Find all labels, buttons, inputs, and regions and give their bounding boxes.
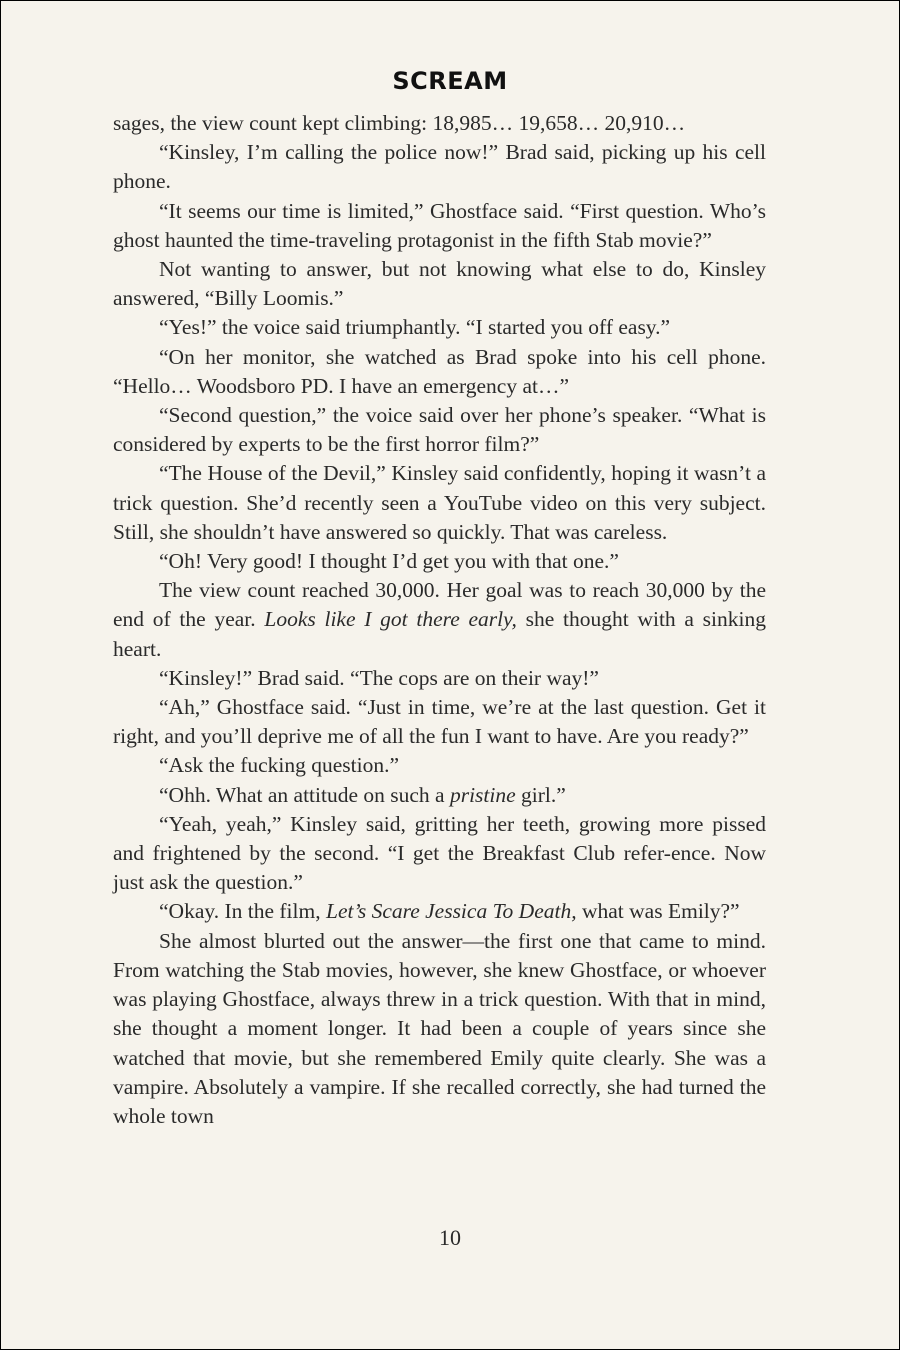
text-run: The view count reached 30,000. Her goal was to reach 30,000 by the end of the year. [113, 578, 766, 632]
paragraph [113, 197, 766, 255]
paragraph [113, 313, 766, 342]
paragraph [113, 547, 766, 576]
text-run: Not wanting to answer, but not knowing what else to do, Kinsley answered, “Billy Loomis.” [113, 257, 766, 311]
text-run: “Ask the fucking question.” [159, 753, 400, 778]
paragraph [113, 751, 766, 780]
paragraph [113, 343, 766, 401]
text-run: “Kinsley, I’m calling the police now!” Brad said, picking up his cell phone. [113, 140, 766, 194]
paragraph [113, 138, 766, 196]
text-run: girl.” [515, 782, 566, 807]
paragraph [113, 255, 766, 313]
text-run: sages, the view count kept climbing: 18,985… 19,658… 20,910… [113, 111, 686, 135]
paragraph [113, 693, 766, 751]
text-run: what was Emily?” [576, 899, 740, 924]
page-number: 10 [439, 1225, 461, 1250]
text-run: “Kinsley!” Brad said. “The cops are on their way!” [159, 665, 599, 690]
paragraph [113, 664, 766, 693]
text-run: “Oh! Very good! I thought I’d get you with that one.” [159, 549, 619, 574]
text-run: “Second question,” the voice said over her phone’s speaker. “What is considered by experts to be the first horror film?” [113, 403, 766, 457]
text-run: “Ohh. What an attitude on such a [159, 782, 450, 807]
text-run: “Yes!” the voice said triumphantly. “I started you off easy.” [159, 315, 671, 340]
paragraph [113, 109, 766, 138]
text-run: “Ah,” Ghostface said. “Just in time, we’re at the last question. Get it right, and you’ll deprive me of all the fun I want to have. Are you ready?” [113, 695, 766, 749]
italic-text: Looks like I got there early, [264, 607, 517, 632]
paragraph [113, 927, 766, 1131]
body-text [113, 109, 766, 1131]
text-run: she thought with a sinking heart. [113, 607, 767, 661]
text-run: “It seems our time is limited,” Ghostface said. “First question. Who’s ghost haunted the time-traveling protagonist in the fifth Stab movie?” [113, 198, 766, 252]
text-run: “On her monitor, she watched as Brad spoke into his cell phone. “Hello… Woodsboro PD. I have an emergency at…” [113, 344, 766, 398]
text-run: “Yeah, yeah,” Kinsley said, gritting her teeth, growing more pissed and frightened by the second. “I get the Breakfast Club refer-ence. Now just ask the question.” [113, 811, 766, 895]
italic-text: Let’s Scare Jessica To Death, [325, 899, 577, 924]
paragraph [113, 576, 766, 664]
text-run: “Okay. In the film, [159, 899, 326, 924]
paragraph [113, 897, 766, 926]
italic-text: pristine [449, 782, 516, 807]
running-header: SCREAM [392, 67, 508, 95]
paragraph [113, 810, 766, 898]
paragraph [113, 459, 766, 547]
paragraph [113, 401, 766, 459]
text-run: She almost blurted out the answer—the first one that came to mind. From watching the Stab movies, however, she knew Ghostface, or whoever was playing Ghostface, always threw in a trick question. With that in mind, she thought a moment longer. It had been a couple of years since she watched that movie, but she remembered Emily quite clearly. She was a vampire. Absolutely a vampire. If she recalled correctly, she had turned the whole town [113, 928, 766, 1128]
paragraph [113, 781, 766, 810]
text-run: “The House of the Devil,” Kinsley said confidently, hoping it wasn’t a trick question. She’d recently seen a YouTube video on this very subject. Still, she shouldn’t have answered so quickly. That was careless. [113, 461, 766, 544]
